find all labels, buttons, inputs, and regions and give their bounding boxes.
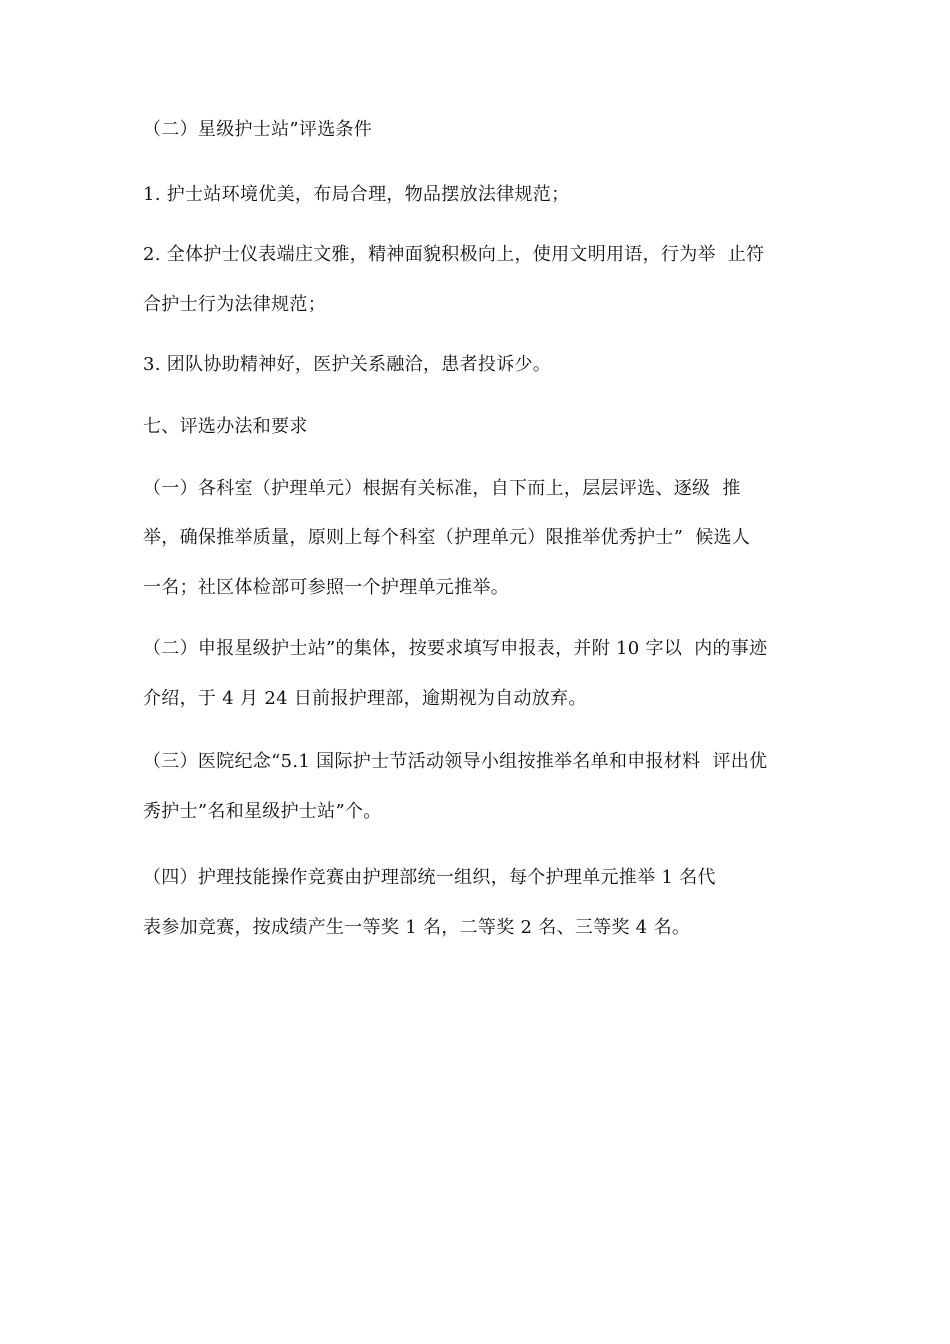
method-1-line-3: 一名；社区体检部可参照一个护理单元推举。 <box>143 577 509 598</box>
method-4-line-2: 表参加竞赛，按成绩产生一等奖 1 名，二等奖 2 名、三等奖 4 名。 <box>143 917 691 938</box>
criteria-item-1: 1. 护士站环境优美，布局合理，物品摆放法律规范； <box>143 184 570 205</box>
method-3-line-2: 秀护士”名和星级护士站”个。 <box>143 801 382 822</box>
method-1-line-2: 举，确保推举质量，原则上每个科室（护理单元）限推举优秀护士” 候选人 <box>143 527 751 548</box>
criteria-item-2-line-2: 合护士行为法律规范； <box>143 294 326 315</box>
criteria-item-3: 3. 团队协助精神好，医护关系融洽，患者投诉少。 <box>143 354 552 375</box>
section-heading-star-nurse-station-criteria: （二）星级护士站”评选条件 <box>143 119 373 140</box>
section-heading-selection-methods: 七、评选办法和要求 <box>143 416 308 437</box>
method-1-line-1: （一）各科室（护理单元）根据有关标准，自下而上，层层评选、逐级 推 <box>143 478 741 499</box>
method-4-line-1: （四）护理技能操作竞赛由护理部统一组织，每个护理单元推举 1 名代 <box>143 867 716 888</box>
method-3-line-1: （三）医院纪念“5.1 国际护士节活动领导小组按推举名单和申报材料 评出优 <box>143 751 768 772</box>
criteria-item-2-line-1: 2. 全体护士仪表端庄文雅，精神面貌积极向上，使用文明用语，行为举 止符 <box>143 244 765 265</box>
method-2-line-2: 介绍，于 4 月 24 日前报护理部，逾期视为自动放弃。 <box>143 688 587 709</box>
method-2-line-1: （二）申报星级护士站”的集体，按要求填写申报表，并附 10 字以 内的事迹 <box>143 638 768 659</box>
